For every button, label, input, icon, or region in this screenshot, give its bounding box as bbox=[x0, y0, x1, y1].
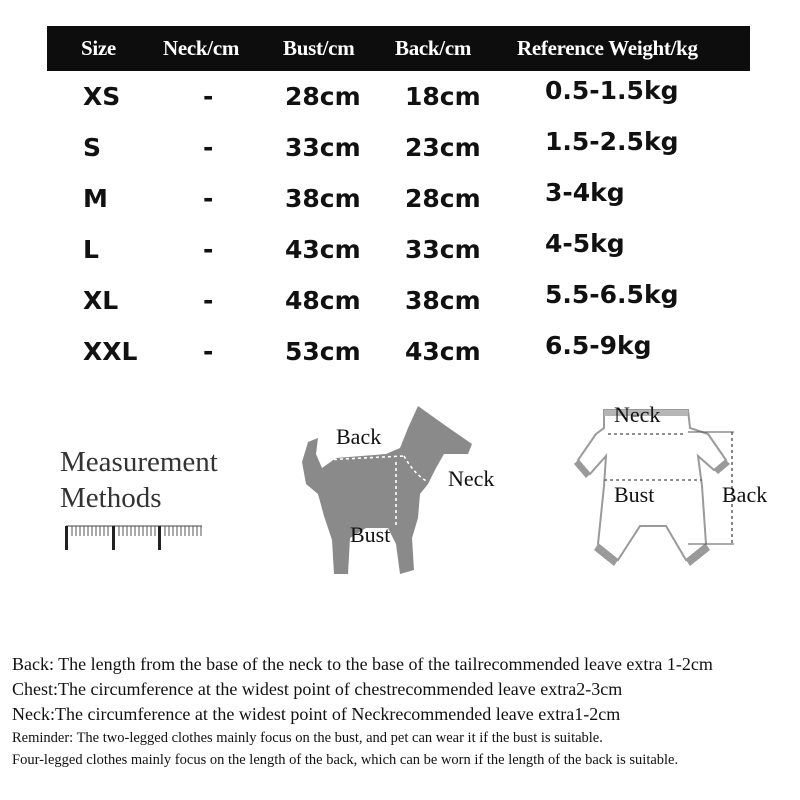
cell-size: S bbox=[83, 133, 102, 162]
note-four-legged: Four-legged clothes mainly focus on the length of the back, which can be worn if the length of the back is suitable. bbox=[12, 752, 679, 768]
cell-bust: 38cm bbox=[285, 184, 361, 213]
cell-size: M bbox=[83, 184, 108, 213]
dog-diagram bbox=[296, 398, 516, 588]
cell-weight: 5.5-6.5kg bbox=[545, 280, 679, 309]
measurement-notes bbox=[12, 652, 800, 771]
garment-label-neck: Neck bbox=[614, 402, 661, 427]
cell-back: 43cm bbox=[405, 337, 481, 366]
cell-neck: - bbox=[203, 337, 214, 366]
garment-diagram bbox=[558, 398, 788, 588]
table-row bbox=[47, 129, 750, 179]
cell-neck: - bbox=[203, 235, 214, 264]
cell-size: XL bbox=[83, 286, 119, 315]
header-weight: Reference Weight/kg bbox=[517, 36, 698, 60]
measurement-title-line2: Methods bbox=[60, 482, 162, 514]
cell-back: 33cm bbox=[405, 235, 481, 264]
cell-neck: - bbox=[203, 82, 214, 111]
cell-bust: 53cm bbox=[285, 337, 361, 366]
cell-back: 38cm bbox=[405, 286, 481, 315]
garment-label-back: Back bbox=[722, 482, 768, 507]
cell-neck: - bbox=[203, 286, 214, 315]
cell-weight: 3-4kg bbox=[545, 178, 625, 207]
note-back: Back: The length from the base of the neck to the base of the tailrecommended leave extra 1-2cm bbox=[12, 654, 713, 674]
table-row bbox=[47, 180, 750, 230]
cell-weight: 6.5-9kg bbox=[545, 331, 652, 360]
header-neck: Neck/cm bbox=[163, 36, 240, 60]
measurement-title-line1: Measurement bbox=[60, 446, 218, 478]
cell-bust: 43cm bbox=[285, 235, 361, 264]
dog-silhouette-icon bbox=[296, 398, 516, 588]
dog-label-neck: Neck bbox=[448, 466, 495, 491]
cell-neck: - bbox=[203, 184, 214, 213]
table-row bbox=[47, 78, 750, 128]
cell-weight: 0.5-1.5kg bbox=[545, 76, 679, 105]
cell-bust: 33cm bbox=[285, 133, 361, 162]
note-reminder: Reminder: The two-legged clothes mainly focus on the bust, and pet can wear it if the bust is suitable. bbox=[12, 730, 603, 746]
table-header bbox=[47, 26, 750, 71]
table-row bbox=[47, 231, 750, 281]
cell-bust: 48cm bbox=[285, 286, 361, 315]
table-row bbox=[47, 333, 750, 383]
header-back: Back/cm bbox=[395, 36, 472, 60]
measurement-title bbox=[60, 444, 218, 516]
cell-back: 18cm bbox=[405, 82, 481, 111]
cell-size: L bbox=[83, 235, 99, 264]
cell-back: 28cm bbox=[405, 184, 481, 213]
header-bust: Bust/cm bbox=[283, 36, 355, 60]
cell-size: XXL bbox=[83, 337, 138, 366]
header-size: Size bbox=[81, 36, 116, 60]
dog-label-back: Back bbox=[336, 424, 382, 449]
cell-bust: 28cm bbox=[285, 82, 361, 111]
cell-neck: - bbox=[203, 133, 214, 162]
cell-back: 23cm bbox=[405, 133, 481, 162]
cell-weight: 1.5-2.5kg bbox=[545, 127, 679, 156]
dog-label-bust: Bust bbox=[350, 522, 391, 547]
table-row bbox=[47, 282, 750, 332]
note-chest: Chest:The circumference at the widest point of chestrecommended leave extra2-3cm bbox=[12, 679, 623, 699]
garment-label-bust: Bust bbox=[614, 482, 655, 507]
cell-size: XS bbox=[83, 82, 121, 111]
ruler-icon bbox=[62, 520, 204, 554]
cell-weight: 4-5kg bbox=[545, 229, 625, 258]
note-neck: Neck:The circumference at the widest point of Neckrecommended leave extra1-2cm bbox=[12, 704, 621, 724]
